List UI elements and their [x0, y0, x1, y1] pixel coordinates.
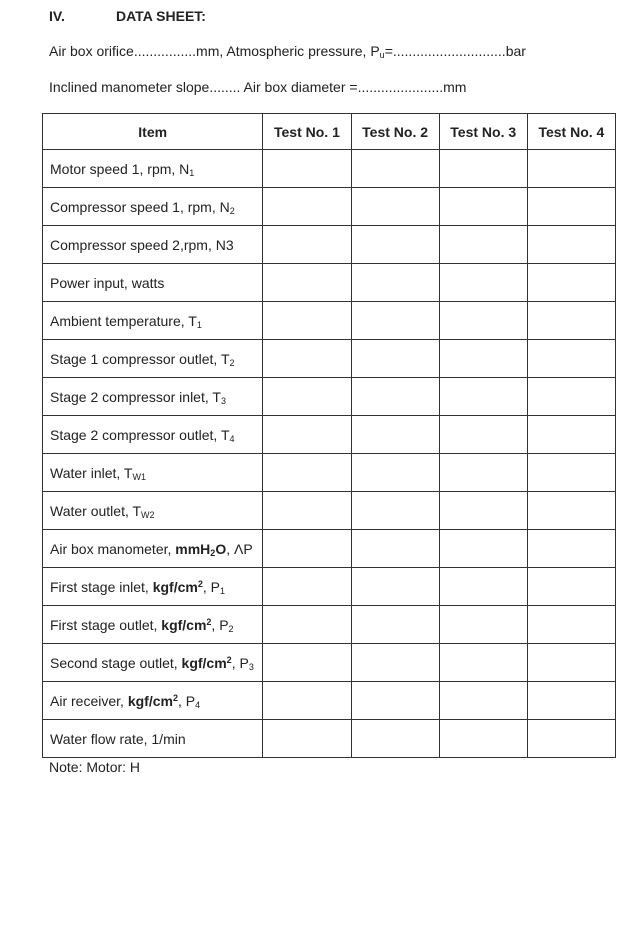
item-label: Compressor speed 1, rpm, N: [50, 198, 230, 215]
section-heading: [49, 8, 206, 24]
table-row: [43, 720, 616, 758]
item-subscript: 1: [196, 319, 202, 330]
test-4-value-cell[interactable]: [527, 340, 615, 378]
item-cell: [43, 226, 263, 264]
note: Note: Motor: H: [49, 759, 141, 775]
test-3-value-cell[interactable]: [439, 492, 527, 530]
test-1-value-cell[interactable]: [263, 340, 351, 378]
test-1-value-cell[interactable]: [263, 454, 351, 492]
item-unit-superscript: 2: [206, 616, 212, 627]
test-2-value-cell[interactable]: [351, 530, 439, 568]
test-1-value-cell[interactable]: [263, 150, 351, 188]
item-unit-superscript: 2: [226, 654, 232, 665]
item-unit-text: kgf/cm: [181, 654, 227, 671]
table-row: [43, 188, 616, 226]
test-3-value-cell[interactable]: [439, 720, 527, 758]
item-cell: [43, 378, 263, 416]
test-1-value-cell[interactable]: [263, 226, 351, 264]
test-3-value-cell[interactable]: [439, 264, 527, 302]
item-unit-text: kgf/cm: [127, 692, 173, 709]
pressure-equals: =: [384, 43, 393, 59]
header-test-2: Test No. 2: [351, 114, 439, 150]
item-subscript: W1: [132, 471, 146, 482]
test-1-value-cell[interactable]: [263, 416, 351, 454]
test-3-value-cell[interactable]: [439, 568, 527, 606]
test-2-value-cell[interactable]: [351, 302, 439, 340]
test-2-value-cell[interactable]: [351, 682, 439, 720]
test-4-value-cell[interactable]: [527, 150, 615, 188]
item-unit-superscript: 2: [172, 692, 178, 703]
item-label: Motor speed 1, rpm, N: [50, 160, 190, 177]
test-2-value-cell[interactable]: [351, 606, 439, 644]
item-unit-superscript: 2: [197, 578, 203, 589]
item-label: Water outlet, T: [50, 502, 142, 519]
item-subscript: 1: [219, 585, 225, 596]
item-label: Power input, watts: [50, 274, 165, 291]
table-row: [43, 644, 616, 682]
item-unit: [182, 655, 232, 671]
test-2-value-cell[interactable]: [351, 644, 439, 682]
table-row: [43, 416, 616, 454]
test-4-value-cell[interactable]: [527, 492, 615, 530]
test-3-value-cell[interactable]: [439, 644, 527, 682]
item-unit-text: kgf/cm: [152, 578, 198, 595]
test-1-value-cell[interactable]: [263, 302, 351, 340]
item-cell: [43, 530, 263, 568]
item-symbol: , P: [202, 578, 220, 595]
test-1-value-cell[interactable]: [263, 720, 351, 758]
pressure-blank: .............................: [392, 43, 506, 59]
table-row: [43, 492, 616, 530]
table-row: [43, 264, 616, 302]
item-subscript: 4: [229, 433, 235, 444]
item-unit: [175, 541, 226, 557]
item-unit-suffix: O: [215, 540, 227, 557]
item-cell: [43, 416, 263, 454]
section-number: IV.: [49, 8, 65, 24]
test-2-value-cell[interactable]: [351, 568, 439, 606]
slope-blank: ........: [209, 79, 241, 95]
header-test-3: Test No. 3: [439, 114, 527, 150]
table-row: [43, 226, 616, 264]
test-3-value-cell[interactable]: [439, 530, 527, 568]
test-4-value-cell[interactable]: [527, 644, 615, 682]
section-title: DATA SHEET:: [116, 8, 206, 24]
item-label: Water flow rate, 1/min: [50, 730, 186, 747]
table-row: [43, 568, 616, 606]
orifice-label: Air box orifice: [49, 43, 134, 59]
test-2-value-cell[interactable]: [351, 150, 439, 188]
header-row: [43, 114, 616, 150]
orifice-blank: ................: [133, 43, 197, 59]
test-3-value-cell[interactable]: [439, 682, 527, 720]
item-symbol: , P: [231, 654, 249, 671]
test-3-value-cell[interactable]: [439, 302, 527, 340]
item-symbol: , P: [177, 692, 196, 709]
test-4-value-cell[interactable]: [527, 454, 615, 492]
test-1-value-cell[interactable]: [263, 682, 351, 720]
item-label: Air box manometer,: [50, 540, 176, 557]
orifice-pressure-line: [49, 43, 526, 59]
test-4-value-cell[interactable]: [527, 682, 615, 720]
test-2-value-cell[interactable]: [351, 492, 439, 530]
diameter-unit: mm: [443, 79, 467, 95]
item-subscript: 2: [229, 357, 235, 368]
item-label: Ambient temperature, T: [50, 312, 197, 329]
test-3-value-cell[interactable]: [439, 150, 527, 188]
header-test-4: Test No. 4: [527, 114, 615, 150]
test-1-value-cell[interactable]: [263, 188, 351, 226]
test-1-value-cell[interactable]: [263, 606, 351, 644]
table-row: [43, 378, 616, 416]
test-4-value-cell[interactable]: [527, 226, 615, 264]
item-cell: [43, 188, 263, 226]
item-subscript: 4: [195, 699, 201, 710]
item-cell: [43, 302, 263, 340]
item-subscript: 3: [220, 395, 226, 406]
test-4-value-cell[interactable]: [527, 530, 615, 568]
item-cell: [43, 264, 263, 302]
diameter-blank: ......................: [357, 79, 444, 95]
item-cell: [43, 454, 263, 492]
item-label: First stage outlet,: [50, 616, 162, 633]
test-2-value-cell[interactable]: [351, 188, 439, 226]
item-label: Stage 1 compressor outlet, T: [50, 350, 230, 367]
item-label: Air receiver,: [50, 692, 128, 709]
table-row: [43, 302, 616, 340]
test-3-value-cell[interactable]: [439, 416, 527, 454]
item-cell: [43, 150, 263, 188]
table-row: [43, 454, 616, 492]
test-3-value-cell[interactable]: [439, 606, 527, 644]
item-unit: [161, 617, 211, 633]
item-unit-subscript: 2: [210, 547, 216, 558]
test-1-value-cell[interactable]: [263, 644, 351, 682]
slope-diameter-line: [49, 79, 466, 95]
test-1-value-cell[interactable]: [263, 492, 351, 530]
test-4-value-cell[interactable]: [527, 302, 615, 340]
item-label: Stage 2 compressor inlet, T: [50, 388, 221, 405]
test-4-value-cell[interactable]: [527, 264, 615, 302]
item-cell: [43, 340, 263, 378]
item-symbol: , P: [211, 616, 229, 633]
item-cell: [43, 720, 263, 758]
test-3-value-cell[interactable]: [439, 378, 527, 416]
item-subscript: W2: [141, 509, 155, 520]
test-1-value-cell[interactable]: [263, 530, 351, 568]
test-3-value-cell[interactable]: [439, 340, 527, 378]
header-test-1: Test No. 1: [263, 114, 351, 150]
test-4-value-cell[interactable]: [527, 720, 615, 758]
test-4-value-cell[interactable]: [527, 378, 615, 416]
item-label: First stage inlet,: [50, 578, 153, 595]
test-4-value-cell[interactable]: [527, 416, 615, 454]
item-subscript: 2: [229, 205, 235, 216]
table-row: [43, 530, 616, 568]
item-unit: [128, 693, 178, 709]
slope-label: Inclined manometer slope: [49, 79, 210, 95]
test-2-value-cell[interactable]: [351, 226, 439, 264]
test-2-value-cell[interactable]: [351, 416, 439, 454]
item-label: Compressor speed 2,rpm, N3: [50, 236, 234, 253]
test-1-value-cell[interactable]: [263, 378, 351, 416]
item-unit: [153, 579, 203, 595]
test-2-value-cell[interactable]: [351, 454, 439, 492]
test-1-value-cell[interactable]: [263, 264, 351, 302]
item-label: Stage 2 compressor outlet, T: [50, 426, 230, 443]
test-2-value-cell[interactable]: [351, 720, 439, 758]
test-2-value-cell[interactable]: [351, 378, 439, 416]
orifice-unit-pressure-label: mm, Atmospheric pressure, P: [196, 43, 380, 59]
table-row: [43, 340, 616, 378]
table-row: [43, 606, 616, 644]
test-1-value-cell[interactable]: [263, 568, 351, 606]
item-unit-text: mmH: [175, 540, 211, 557]
item-subscript: 1: [189, 167, 195, 178]
data-table: [42, 113, 616, 758]
item-subscript: 3: [248, 661, 254, 672]
item-symbol: , ΛP: [226, 540, 253, 557]
item-cell: [43, 682, 263, 720]
item-subscript: 2: [228, 623, 234, 634]
test-3-value-cell[interactable]: [439, 188, 527, 226]
pressure-unit: bar: [505, 43, 526, 59]
test-2-value-cell[interactable]: [351, 264, 439, 302]
item-unit-text: kgf/cm: [161, 616, 207, 633]
header-item: Item: [43, 114, 263, 150]
test-3-value-cell[interactable]: [439, 226, 527, 264]
pressure-subscript: u: [379, 50, 385, 60]
table-row: [43, 682, 616, 720]
test-2-value-cell[interactable]: [351, 340, 439, 378]
item-label: Second stage outlet,: [50, 654, 182, 671]
test-4-value-cell[interactable]: [527, 606, 615, 644]
test-4-value-cell[interactable]: [527, 188, 615, 226]
diameter-label: Air box diameter =: [240, 79, 358, 95]
table-row: [43, 150, 616, 188]
test-3-value-cell[interactable]: [439, 454, 527, 492]
test-4-value-cell[interactable]: [527, 568, 615, 606]
item-cell: [43, 492, 263, 530]
item-cell: [43, 568, 263, 606]
item-cell: [43, 606, 263, 644]
item-label: Water inlet, T: [50, 464, 133, 481]
item-cell: [43, 644, 263, 682]
